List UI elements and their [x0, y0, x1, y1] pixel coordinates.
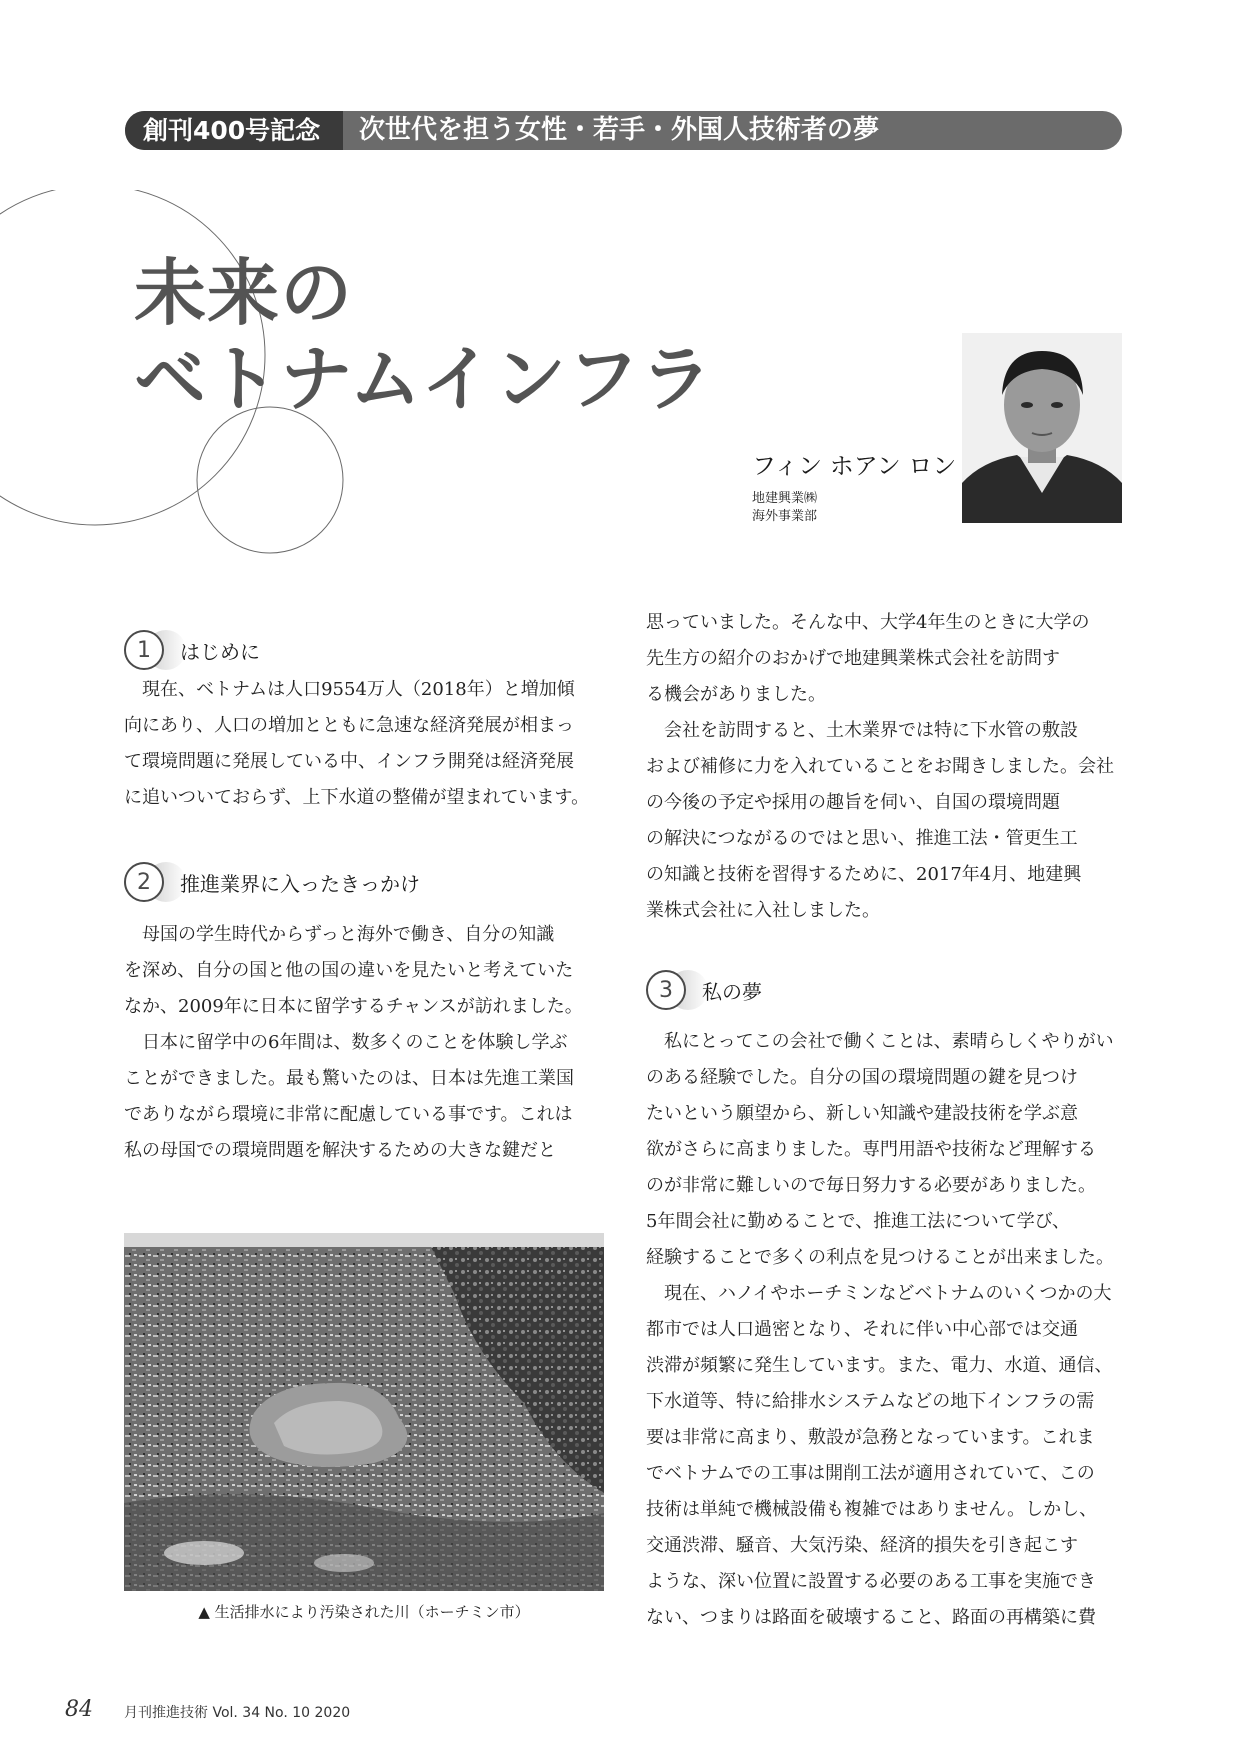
section-1-number: 1 — [124, 630, 164, 670]
section-1-line: 現在、ベトナムは人口9554万人（2018年）と増加傾 — [142, 679, 575, 700]
article-title — [134, 250, 713, 422]
section-2-cont-line: 業株式会社に入社しました。 — [646, 900, 880, 921]
section-1-line: て環境問題に発展している中、インフラ開発は経済発展 — [124, 751, 574, 772]
section-3-title: 私の夢 — [702, 979, 762, 1004]
section-1-title: はじめに — [180, 639, 260, 664]
section-2-number: 2 — [124, 862, 164, 902]
author-department: 海外事業部 — [752, 509, 818, 524]
section-2-cont-line: 思っていました。そんな中、大学4年生のときに大学の — [646, 612, 1090, 633]
section-3-line: ような、深い位置に設置する必要のある工事を実施でき — [646, 1571, 1096, 1592]
section-3-line: 下水道等、特に給排水システムなどの地下インフラの需 — [646, 1391, 1095, 1412]
section-2-title: 推進業界に入ったきっかけ — [180, 871, 420, 896]
section-2-cont-line: の知識と技術を習得するために、2017年4月、地建興 — [646, 864, 1082, 885]
author-photo — [962, 333, 1122, 523]
section-3-line: 欲がさらに高まりました。専門用語や技術など理解する — [646, 1139, 1096, 1160]
section-2-line: ことができました。最も驚いたのは、日本は先進工業国 — [124, 1068, 574, 1089]
section-2-line: でありながら環境に非常に配慮している事です。これは — [124, 1104, 573, 1125]
article-title-line-2: ベトナムインフラ — [134, 337, 713, 421]
section-3-line: 渋滞が頻繁に発生しています。また、電力、水道、通信、 — [646, 1355, 1113, 1376]
section-3-line: 都市では人口過密となり、それに伴い中心部では交通 — [646, 1319, 1078, 1340]
author-company: 地建興業㈱ — [752, 491, 818, 506]
section-3-line: 経験することで多くの利点を見つけることが出来ました。 — [646, 1247, 1114, 1268]
section-2-continued-body — [646, 605, 1114, 929]
section-3-line: 要は非常に高まり、敷設が急務となっています。これま — [646, 1427, 1095, 1448]
section-3-number: 3 — [646, 970, 686, 1010]
section-3-line: 技術は単純で機械設備も複雑ではありません。しかし、 — [646, 1499, 1098, 1520]
section-3-line: 現在、ハノイやホーチミンなどベトナムのいくつかの大 — [664, 1283, 1112, 1304]
section-2-line: 母国の学生時代からずっと海外で働き、自分の知識 — [142, 924, 555, 945]
header-banner — [125, 111, 1122, 150]
section-3-body — [646, 1024, 1114, 1636]
section-3-line: 交通渋滞、騒音、大気汚染、経済的損失を引き起こす — [646, 1535, 1078, 1556]
figure-caption: ▲ 生活排水により汚染された川（ホーチミン市） — [198, 1603, 530, 1621]
publication-info: 月刊推進技術 Vol. 34 No. 10 2020 — [124, 1705, 351, 1721]
section-2-cont-line: の解決につながるのではと思い、推進工法・管更生工 — [646, 828, 1078, 849]
section-2-cont-line: 会社を訪問すると、土木業界では特に下水管の敷設 — [664, 720, 1078, 741]
section-2-line: 日本に留学中の6年間は、数多くのことを体験し学ぶ — [142, 1032, 568, 1053]
section-2-line: を深め、自分の国と他の国の違いを見たいと考えていた — [124, 960, 574, 981]
section-3-line: 私にとってこの会社で働くことは、素晴らしくやりがい — [664, 1031, 1114, 1052]
section-1-line: に追いついておらず、上下水道の整備が望まれています。 — [124, 787, 590, 808]
section-3-line: のが非常に難しいので毎日努力する必要がありました。 — [646, 1175, 1096, 1196]
section-3-line: ない、つまりは路面を破壊すること、路面の再構築に費 — [646, 1607, 1096, 1628]
section-3-heading — [646, 968, 762, 1012]
article-title-line-1: 未来の — [134, 251, 354, 335]
section-3-line: 5年間会社に勤めることで、推進工法について学び、 — [646, 1211, 1071, 1232]
section-2-line: 私の母国での環境問題を解決するための大きな鍵だと — [124, 1140, 556, 1161]
section-1-line: 向にあり、人口の増加とともに急速な経済発展が相まっ — [124, 715, 574, 736]
section-2-line: なか、2009年に日本に留学するチャンスが訪れました。 — [124, 996, 583, 1017]
banner-series-title: 次世代を担う女性・若手・外国人技術者の夢 — [359, 115, 880, 145]
section-3-line: でベトナムでの工事は開削工法が適用されていて、この — [646, 1463, 1095, 1484]
section-1-heading — [124, 628, 260, 672]
section-2-cont-line: および補修に力を入れていることをお聞きしました。会社 — [646, 756, 1114, 777]
decorative-circle-small — [197, 407, 343, 553]
section-2-cont-line: 先生方の紹介のおかげで地建興業株式会社を訪問す — [646, 648, 1060, 669]
section-2-heading — [124, 860, 420, 904]
banner-anniversary-label: 創刊400号記念 — [125, 111, 343, 150]
section-3-line: のある経験でした。自分の国の環境問題の鍵を見つけ — [646, 1067, 1078, 1088]
page-number: 84 — [65, 1697, 93, 1722]
section-2-cont-line: の今後の予定や採用の趣旨を伺い、自国の環境問題 — [646, 792, 1060, 813]
figure-polluted-river — [124, 1233, 604, 1591]
author-affiliation — [752, 490, 817, 526]
author-name: フィン ホアン ロン — [752, 452, 957, 480]
section-3-line: たいという願望から、新しい知識や建設技術を学ぶ意 — [646, 1103, 1078, 1124]
section-2-body — [124, 917, 583, 1169]
section-1-body — [124, 672, 589, 816]
section-2-cont-line: る機会がありました。 — [646, 684, 826, 705]
